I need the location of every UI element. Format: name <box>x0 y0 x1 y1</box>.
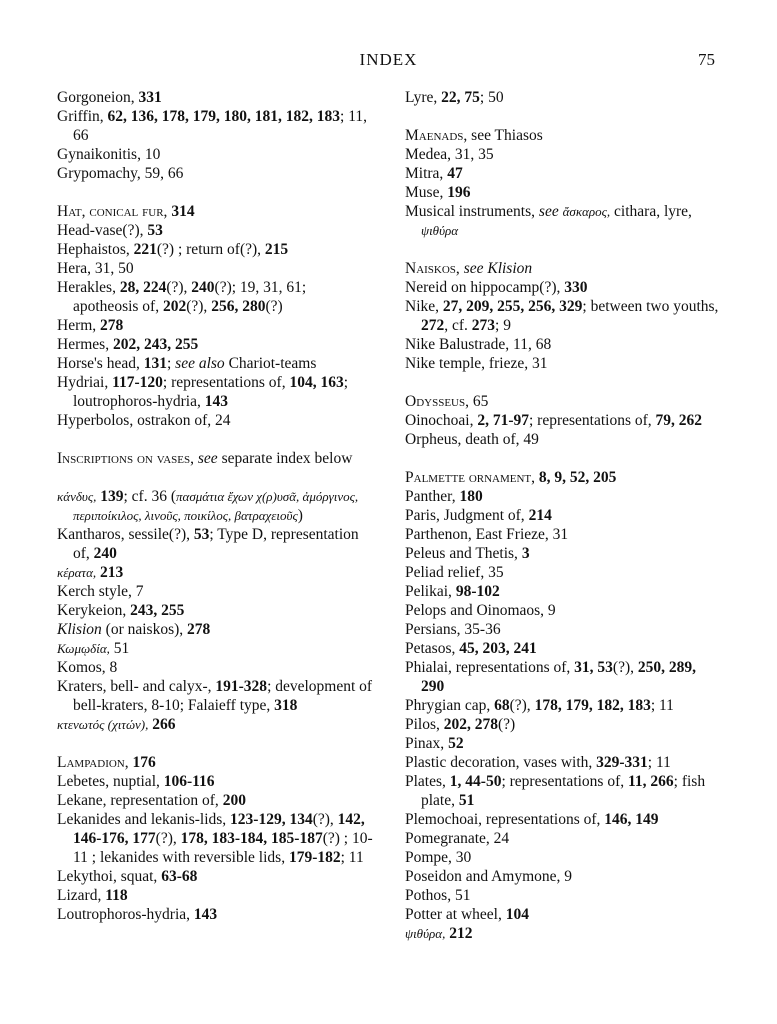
index-entry-text: Kerykeion, <box>57 602 131 619</box>
index-entry <box>57 639 375 658</box>
index-entry <box>405 354 723 373</box>
index-entry-text: 1, 44-50 <box>449 773 502 790</box>
index-entry-text: (?) ; 10-11 ; lekanides with reversible lids, <box>73 830 373 866</box>
section-gap <box>405 449 723 468</box>
index-entry-text: cithara, lyre, <box>610 203 692 220</box>
index-entry-text: 243, 255 <box>130 602 185 619</box>
index-entry <box>57 525 375 563</box>
index-entry-text: 146, 149 <box>604 811 659 828</box>
index-entry <box>57 449 375 468</box>
index-entry-text: (?); 19, 31, 61; apotheosis of, <box>73 279 307 315</box>
index-entry-text: Komos, 8 <box>57 659 118 676</box>
index-entry-text: Persians, 35-36 <box>405 621 501 638</box>
index-entry <box>57 278 375 316</box>
index-entry-text: Lekane, representation of, <box>57 792 223 809</box>
index-entry-text: 330 <box>564 279 588 296</box>
index-entry-text: Hermes, <box>57 336 113 353</box>
index-entry-text: 27, 209, 255, 256, 329 <box>442 298 583 315</box>
index-entry-text: 202, 243, 255 <box>112 336 199 353</box>
index-entry-text: (?) <box>265 298 283 315</box>
index-entry-text: 53 <box>147 222 163 239</box>
index-entry-text: ψιθύρα, <box>405 926 446 941</box>
index-entry-text: 22, 75 <box>441 89 480 106</box>
index-entry-text: Parthenon, East Frieze, 31 <box>405 526 569 543</box>
index-entry-text: Lyre, <box>405 89 442 106</box>
index-entry <box>57 753 375 772</box>
index-entry <box>405 468 723 487</box>
index-entry <box>57 658 375 677</box>
index-entry <box>57 88 375 107</box>
index-entry-text: 8, 9, 52, 205 <box>538 469 617 486</box>
index-entry-text: ; Type D, representation of, <box>73 526 359 562</box>
index-entry-text: Pompe, 30 <box>405 849 472 866</box>
index-entry-text: Nike Balustrade, 11, 68 <box>405 336 552 353</box>
index-entry <box>405 734 723 753</box>
index-entry-text: Head-vase(?), <box>57 222 148 239</box>
index-entry-text: 3 <box>521 545 530 562</box>
index-entry-text: Inscriptions on vases, <box>57 450 195 467</box>
index-entry-text: Herakles, <box>57 279 120 296</box>
index-entry-text: 65 <box>468 393 489 410</box>
index-entry-text: Maenads, <box>405 127 468 144</box>
index-entry-text: (?), <box>166 279 192 296</box>
index-entry <box>57 202 375 221</box>
index-entry-text: 178, 183-184, 185-187 <box>180 830 323 847</box>
index-entry <box>405 620 723 639</box>
index-entry-text: Plemochoai, representations of, <box>405 811 605 828</box>
index-entry-text: 117-120 <box>112 374 163 391</box>
index-entry-text: ; representations of, <box>529 412 656 429</box>
index-entry <box>405 297 723 335</box>
index-entry-text: 180 <box>459 488 483 505</box>
index-entry-text: Odysseus, <box>405 393 469 410</box>
section-gap <box>405 107 723 126</box>
index-entry-text: ; 9 <box>495 317 511 334</box>
index-entry-text: 79, 262 <box>655 412 703 429</box>
index-entry <box>405 829 723 848</box>
index-entry-text: 278 <box>187 621 211 638</box>
index-entry <box>405 259 723 278</box>
index-entry-text: Naiskos, <box>405 260 460 277</box>
index-entry-text: Paris, Judgment of, <box>405 507 529 524</box>
index-entry-text: Herm, <box>57 317 101 334</box>
index-entry-text: 52 <box>448 735 464 752</box>
index-entry-text: ; 11 <box>340 849 364 866</box>
index-entry-text: 212 <box>449 925 473 942</box>
index-entry-text: Chariot-teams <box>224 355 317 372</box>
index-entry-text: κτενωτός (χιτών), <box>57 717 149 732</box>
index-entry-text: Peliad relief, 35 <box>405 564 504 581</box>
index-entry <box>405 582 723 601</box>
index-entry-text: 214 <box>528 507 552 524</box>
index-entry <box>57 411 375 430</box>
index-entry-text: Hat, conical fur, <box>57 203 168 220</box>
index-entry-text: ; representations of, <box>162 374 290 391</box>
index-entry <box>57 810 375 867</box>
index-entry <box>405 696 723 715</box>
index-entry <box>405 905 723 924</box>
index-entry <box>405 88 723 107</box>
index-entry <box>57 240 375 259</box>
index-entry-text: ψιθύρα <box>421 223 459 238</box>
index-entry-text: Nike, <box>405 298 443 315</box>
index-entry-text: 11, 266 <box>628 773 674 790</box>
index-entry-text: Hyperbolos, ostrakon of, 24 <box>57 412 231 429</box>
index-entry <box>405 886 723 905</box>
index-entry <box>57 905 375 924</box>
index-entry-text: ; fish plate, <box>421 773 706 809</box>
index-entry-text: Lebetes, nuptial, <box>57 773 164 790</box>
index-entry-text: πασμάτια ἔχων χ(ρ)υσᾶ, ἀμόργινος, περιποίκιλος, λινοῦς, ποικίλος, βατραχειοῦς <box>73 489 359 523</box>
index-entry-text: Lampadion, <box>57 754 129 771</box>
index-entry-text: ; <box>166 355 176 372</box>
index-entry-text: Medea, 31, 35 <box>405 146 494 163</box>
index-entry-text: Phialai, representations of, <box>405 659 575 676</box>
index-entry <box>405 335 723 354</box>
index-entry <box>405 753 723 772</box>
index-entry <box>57 107 375 145</box>
index-entry-text: see Klision <box>463 260 533 277</box>
index-entry-text: (?), <box>155 830 181 847</box>
index-entry-text: Mitra, <box>405 165 448 182</box>
index-entry-text: Lizard, <box>57 887 106 904</box>
section-gap <box>405 373 723 392</box>
index-entry-text: κέρατα, <box>57 565 97 580</box>
index-entry-text: 196 <box>447 184 471 201</box>
index-entry-text: Kraters, bell- and calyx-, <box>57 678 216 695</box>
index-entry-text: Gynaikonitis, 10 <box>57 146 161 163</box>
index-entry-text: 139 <box>100 488 124 505</box>
index-entry-text: ; loutrophoros-hydria, <box>73 374 349 410</box>
page-title: INDEX <box>359 50 418 69</box>
index-entry-text: Pomegranate, 24 <box>405 830 510 847</box>
index-entry-text: (?), <box>612 659 638 676</box>
index-entry <box>57 259 375 278</box>
index-entry-text: 106-116 <box>163 773 215 790</box>
index-entry <box>405 183 723 202</box>
index-entry-text: Hydriai, <box>57 374 113 391</box>
index-entry-text: 118 <box>105 887 128 904</box>
index-entry-text: 191-328 <box>215 678 268 695</box>
index-entry <box>405 392 723 411</box>
index-entry-text: Hera, 31, 50 <box>57 260 134 277</box>
index-entry-text: Nereid on hippocamp(?), <box>405 279 565 296</box>
index-entry <box>57 677 375 715</box>
index-entry <box>405 411 723 430</box>
index-entry-text: ἄσκαρος, <box>562 204 611 219</box>
index-entry <box>405 126 723 145</box>
index-entry-text: 273 <box>471 317 496 334</box>
index-entry-text: ; between two youths, <box>582 298 719 315</box>
index-entry-text: Lekythoi, squat, <box>57 868 162 885</box>
index-entry-text: 51 <box>458 792 475 809</box>
index-entry <box>405 487 723 506</box>
index-entry-text: 202 <box>162 298 187 315</box>
index-entry-text: 215 <box>264 241 289 258</box>
index-entry-text: 331 <box>138 89 162 106</box>
index-entry <box>405 202 723 240</box>
index-entry <box>405 563 723 582</box>
index-entry-text: Panther, <box>405 488 460 505</box>
index-entry <box>405 848 723 867</box>
index-entry <box>57 145 375 164</box>
section-gap <box>57 734 375 753</box>
index-entry-text: 28, 224 <box>119 279 167 296</box>
index-entry-text: see also <box>175 355 225 372</box>
index-entry-text: Horse's head, <box>57 355 144 372</box>
index-entry <box>405 278 723 297</box>
index-entry <box>405 164 723 183</box>
index-entry-text: 142, 146-176, 177 <box>73 811 365 847</box>
index-entry-text: Griffin, <box>57 108 108 125</box>
index-entry-text: Peleus and Thetis, <box>405 545 522 562</box>
index-entry-text: 104, 163 <box>289 374 344 391</box>
index-entry-text: (or naiskos), <box>101 621 188 638</box>
index-entry-text: 51 <box>109 640 130 657</box>
index-entry-text: 200 <box>222 792 246 809</box>
index-entry-text: see Thiasos <box>467 127 543 144</box>
index-entry-text: 62, 136, 178, 179, 180, 181, 182, 183 <box>107 108 341 125</box>
index-entry-text: 318 <box>274 697 298 714</box>
index-entry-text: 2, 71-97 <box>477 412 529 429</box>
index-entry-text: Phrygian cap, <box>405 697 495 714</box>
index-entry-text: 123-129, 134 <box>230 811 313 828</box>
index-entry-text: (?), <box>509 697 535 714</box>
index-entry <box>57 373 375 411</box>
index-entry-text: Pinax, <box>405 735 449 752</box>
index-entry-text: ; development of bell-kraters, 8-10; Falaieff type, <box>73 678 373 714</box>
index-entry <box>57 791 375 810</box>
index-entry-text: 221 <box>133 241 157 258</box>
section-gap <box>57 430 375 449</box>
index-entry <box>405 715 723 734</box>
index-entry-text: Pelikai, <box>405 583 456 600</box>
index-entry <box>57 487 375 525</box>
index-entry-text: (?) <box>498 716 516 733</box>
index-entry-text: Musical instruments, <box>405 203 539 220</box>
index-entry <box>405 658 723 696</box>
index-entry <box>57 354 375 373</box>
index-entry-text: Potter at wheel, <box>405 906 506 923</box>
index-entry-text: 202, 278 <box>443 716 499 733</box>
index-entry-text: ; 50 <box>479 89 504 106</box>
index-entry-text: (?), <box>312 811 338 828</box>
index-entry-text: 63-68 <box>161 868 198 885</box>
index-entry-text: 179-182 <box>288 849 341 866</box>
index-entry <box>405 430 723 449</box>
index-entry-text: 278 <box>100 317 124 334</box>
index-entry <box>405 506 723 525</box>
index-entry-text: 31, 53 <box>574 659 613 676</box>
index-entry <box>57 221 375 240</box>
index-entry-text: Orpheus, death of, 49 <box>405 431 539 448</box>
index-entry-text: 178, 179, 182, 183 <box>534 697 651 714</box>
index-entry-text: 240 <box>93 545 117 562</box>
index-entry-text: Κωμῳδία, <box>57 641 110 656</box>
section-gap <box>57 468 375 487</box>
index-entry-text: Hephaistos, <box>57 241 134 258</box>
index-entry-text: ; representations of, <box>501 773 628 790</box>
index-entry <box>405 867 723 886</box>
index-entry <box>405 544 723 563</box>
index-entry-text: 143 <box>204 393 228 410</box>
index-entry-text: Pilos, <box>405 716 444 733</box>
index-entry <box>57 335 375 354</box>
index-entry <box>57 563 375 582</box>
index-entry-text: ; 11 <box>647 754 671 771</box>
index-entry-text: (?), <box>186 298 212 315</box>
index-entry <box>405 639 723 658</box>
index-entry-text: (?) ; return of(?), <box>156 241 265 258</box>
index-entry <box>405 810 723 829</box>
index-entry-text: Loutrophoros-hydria, <box>57 906 194 923</box>
index-entry <box>57 316 375 335</box>
index-entry-text: κάνδυς, <box>57 489 97 504</box>
index-entry-text: Kantharos, sessile(?), <box>57 526 194 543</box>
index-entry-text: ; 11, 66 <box>73 108 367 144</box>
index-entry-text: ) <box>297 507 303 524</box>
index-entry-text: 104 <box>505 906 529 923</box>
index-entry <box>57 164 375 183</box>
index-entry-text: 240 <box>191 279 215 296</box>
index-entry <box>57 601 375 620</box>
index-entry <box>57 772 375 791</box>
index-entry-text: see <box>197 450 218 467</box>
index-entry-text: Petasos, <box>405 640 460 657</box>
index-entry-text: separate index below <box>217 450 353 467</box>
index-entry-text: Kerch style, 7 <box>57 583 144 600</box>
index-entry-text: 213 <box>100 564 124 581</box>
index-entry-text: Oinochoai, <box>405 412 478 429</box>
index-entry <box>405 601 723 620</box>
index-entry-text: 143 <box>193 906 218 923</box>
section-gap <box>57 183 375 202</box>
index-entry-text: Pothos, 51 <box>405 887 471 904</box>
index-entry <box>405 924 723 943</box>
index-entry-text: 329-331 <box>596 754 648 771</box>
index-entry <box>405 525 723 544</box>
index-entry <box>57 867 375 886</box>
index-entry-text: Palmette ornament, <box>405 469 536 486</box>
index-entry-text: Gorgoneion, <box>57 89 139 106</box>
index-entry-text: 256, 280 <box>211 298 266 315</box>
index-column-right <box>405 88 723 943</box>
index-entry-text: 53 <box>193 526 210 543</box>
page-number: 75 <box>698 50 715 69</box>
section-gap <box>405 240 723 259</box>
index-entry-text: 131 <box>143 355 167 372</box>
index-entry <box>405 772 723 810</box>
index-column-left <box>57 88 375 924</box>
index-entry-text: 266 <box>152 716 176 733</box>
index-entry <box>57 715 375 734</box>
index-entry-text: Plastic decoration, vases with, <box>405 754 597 771</box>
index-entry-text: Muse, <box>405 184 448 201</box>
index-entry-text: Nike temple, frieze, 31 <box>405 355 548 372</box>
index-entry-text: see <box>538 203 559 220</box>
index-entry-text: Klision <box>57 621 102 638</box>
index-entry-text: 250, 289, 290 <box>421 659 696 695</box>
index-entry-text: 176 <box>132 754 156 771</box>
index-entry-text: , cf. <box>444 317 472 334</box>
index-entry-text: Lekanides and lekanis-lids, <box>57 811 231 828</box>
index-entry <box>57 620 375 639</box>
index-entry-text: 68 <box>494 697 510 714</box>
index-entry-text: ; cf. 36 ( <box>123 488 177 505</box>
index-entry-text: 98-102 <box>455 583 500 600</box>
index-entry-text: Plates, <box>405 773 450 790</box>
index-entry-text: Poseidon and Amymone, 9 <box>405 868 573 885</box>
index-entry-text: Grypomachy, 59, 66 <box>57 165 184 182</box>
index-entry-text: 47 <box>447 165 463 182</box>
index-entry-text: ; 11 <box>650 697 674 714</box>
index-entry-text: 314 <box>171 203 195 220</box>
index-entry-text: 272 <box>421 317 445 334</box>
index-entry <box>57 582 375 601</box>
index-entry <box>405 145 723 164</box>
index-entry-text: 45, 203, 241 <box>459 640 537 657</box>
index-entry-text: Pelops and Oinomaos, 9 <box>405 602 556 619</box>
index-entry <box>57 886 375 905</box>
